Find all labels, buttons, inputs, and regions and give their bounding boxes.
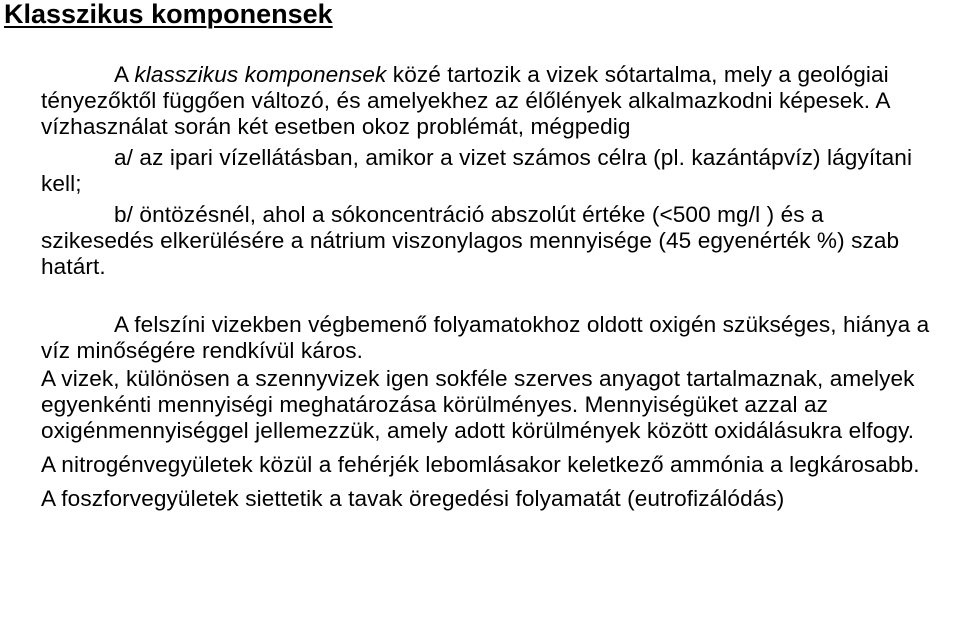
intro-paragraph [41,62,941,140]
organic-paragraph: A vizek, különösen a szennyvizek igen sokféle szerves anyagot tartalmaznak, amelyek egyenkénti mennyiségi meghatározása körülményes. Mennyiségüket azzal az oxigénmennyiséggel jellemezzük, amely adott körülmények között oxidálásukra elfogy. [41,366,915,443]
intro-prefix: A [114,62,135,87]
phosphorus-paragraph: A foszforvegyületek siettetik a tavak öregedési folyamatát (eutrofizálódás) [41,486,785,511]
slide-title: Klasszikus komponensek [4,0,333,29]
case-a-paragraph: a/ az ipari vízellátásban, amikor a vizet számos célra (pl. kazántápvíz) lágyítani kell; [41,145,913,196]
oxygen-paragraph: A felszíni vizekben végbemenő folyamatokhoz oldott oxigén szükséges, hiánya a víz minőségére rendkívül káros. [41,312,930,363]
nitrogen-paragraph: A nitrogénvegyületek közül a fehérjék lebomlásakor keletkező ammónia a legkárosabb. [41,452,920,477]
case-b-paragraph: b/ öntözésnél, ahol a sókoncentráció abszolút értéke (<500 mg/l ) és a szikesedés elkerülésére a nátrium viszonylagos mennyisége (45 egyenérték %) szab határt. [41,202,900,279]
intro-italic-term: klasszikus komponensek [134,62,387,87]
intro-rest: közé tartozik a vizek sótartalma, mely a geológiai tényezőktől függően változó, és amelyekhez az élőlények alkalmazkodni képesek. A vízhasználat során két esetben okoz problémát, mégpedig [41,62,890,139]
slide-body [41,62,941,512]
